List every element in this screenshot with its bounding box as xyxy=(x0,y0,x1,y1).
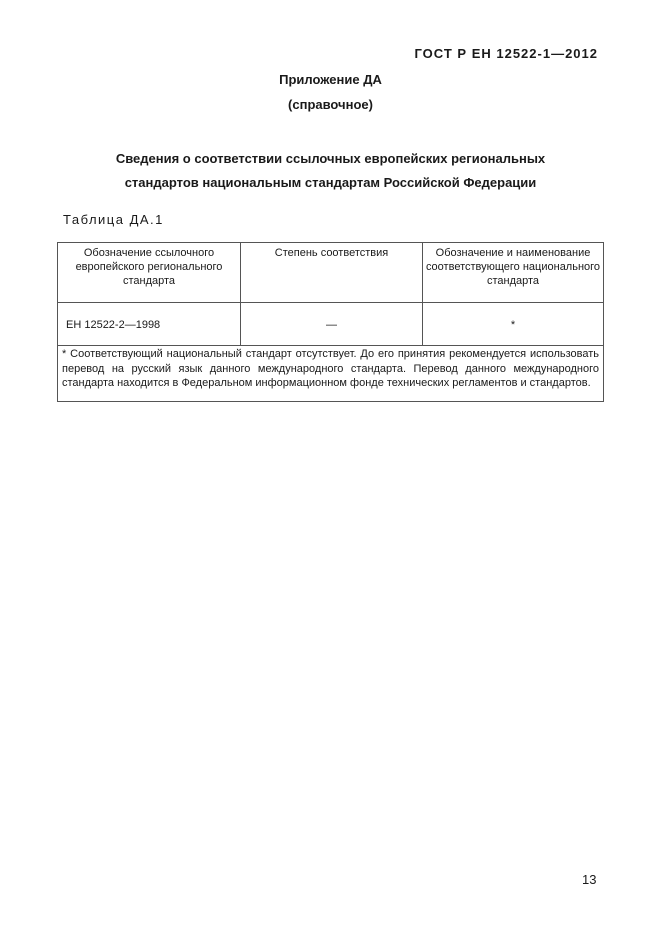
document-code: ГОСТ Р ЕН 12522-1—2012 xyxy=(414,46,598,61)
table-cell-standard: ЕН 12522-2—1998 xyxy=(66,319,161,331)
section-title-line-2: стандартов национальным стандартам Российской Федерации xyxy=(124,175,537,190)
table-header-cell: Обозначение ссылочного европейского регионального стандарта xyxy=(75,247,223,287)
correspondence-table xyxy=(57,242,604,402)
appendix-subtitle: (справочное) xyxy=(288,97,373,112)
table-header-cell: Степень соответствия xyxy=(274,247,389,259)
table-header-divider xyxy=(58,302,603,303)
table-header-cell: Обозначение и наименование соответствующего национального стандарта xyxy=(425,247,601,287)
page-number: 13 xyxy=(582,872,597,887)
table-footnote-divider xyxy=(58,345,603,346)
section-title xyxy=(0,147,661,195)
table-cell-national-standard: * xyxy=(510,319,516,331)
table-caption: Таблица ДА.1 xyxy=(63,212,164,227)
section-title-line-1: Сведения о соответствии ссылочных европейских региональных xyxy=(115,151,546,166)
table-cell-degree: — xyxy=(326,319,337,331)
table-footnote: * Соответствующий национальный стандарт отсутствует. До его принятия рекомендуется использовать перевод на русский язык данного международного стандарта. Перевод данного международного стандарта находится в Федеральном информационном фонде технических регламентов и стандартов. xyxy=(62,348,599,389)
appendix-title: Приложение ДА xyxy=(279,72,382,87)
